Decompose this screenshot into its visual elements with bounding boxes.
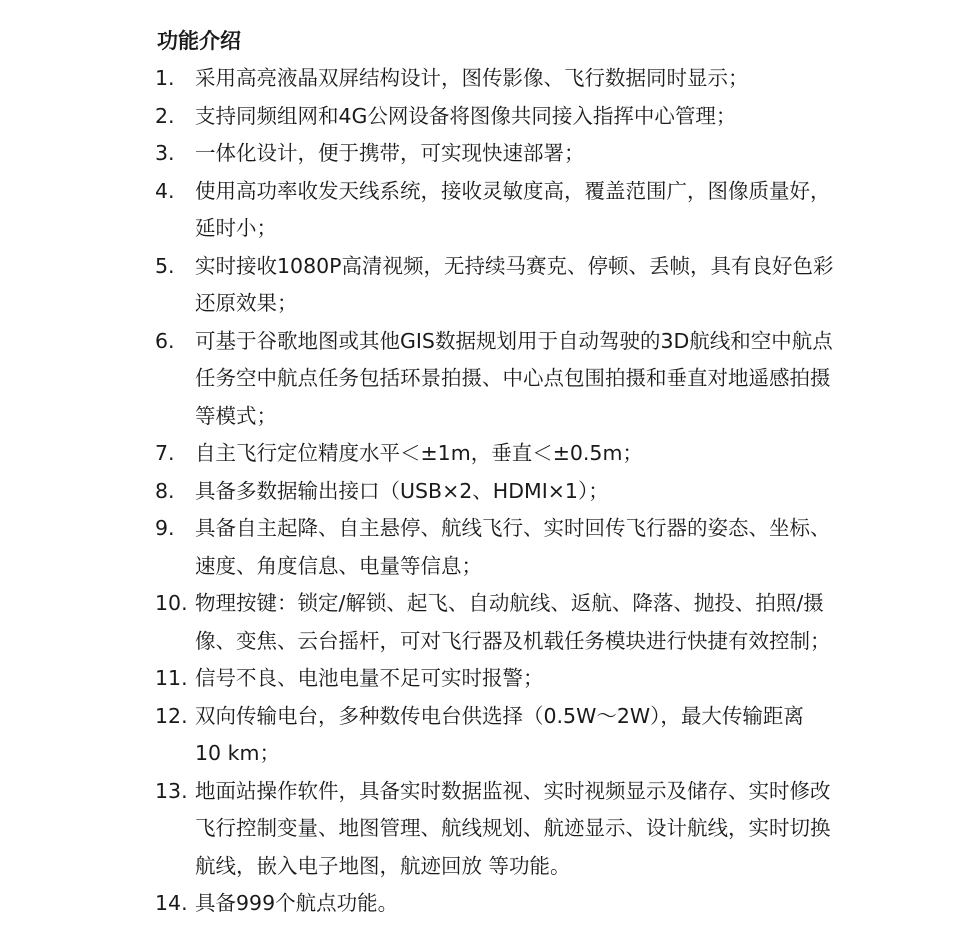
item-text-line: 物理按键：锁定/解锁、起飞、自动航线、返航、降落、抛投、拍照/摄 (195, 591, 824, 615)
item-number: 2. (155, 103, 175, 128)
feature-item (155, 660, 950, 698)
item-text-line: 实时接收1080P高清视频，无持续马赛克、停顿、丢帧，具有良好色彩 (195, 253, 834, 278)
feature-document (155, 22, 950, 923)
item-number: 6. (155, 328, 175, 353)
item-text-line: 一体化设计，便于携带，可实现快速部署； (195, 141, 585, 165)
feature-item (155, 60, 950, 98)
item-text-line: 延时小； (195, 216, 277, 240)
item-text-line: 具备自主起降、自主悬停、航线飞行、实时回传飞行器的姿态、坐标、 (195, 516, 831, 540)
item-text-line: 采用高亮液晶双屏结构设计，图传影像、飞行数据同时显示； (195, 66, 749, 90)
item-text-line: 使用高功率收发天线系统，接收灵敏度高，覆盖范围广，图像质量好， (195, 178, 831, 203)
item-text-line: 10 km； (195, 741, 280, 765)
feature-list (155, 60, 950, 923)
feature-item (155, 98, 950, 136)
item-text-line: 可基于谷歌地图或其他GIS数据规划用于自动驾驶的3D航线和空中航点 (195, 328, 833, 353)
section-title: 功能介绍 (157, 29, 241, 53)
item-text-line: 双向传输电台，多种数传电台供选择（0.5W～2W），最大传输距离 (195, 703, 804, 728)
feature-item (155, 435, 950, 473)
item-number: 13. (155, 778, 188, 803)
item-text-line: 支持同频组网和4G公网设备将图像共同接入指挥中心管理； (195, 103, 737, 128)
item-number: 9. (155, 516, 175, 540)
feature-item (155, 585, 950, 660)
feature-item (155, 135, 950, 173)
item-number: 12. (155, 703, 188, 728)
item-text-line: 航线，嵌入电子地图，航迹回放 等功能。 (195, 853, 571, 878)
feature-item (155, 248, 950, 323)
item-number: 8. (155, 478, 175, 503)
item-number: 4. (155, 178, 175, 203)
item-text-line: 速度、角度信息、电量等信息； (195, 553, 482, 578)
feature-item (155, 473, 950, 511)
item-number: 10. (155, 591, 188, 615)
item-text-line: 任务空中航点任务包括环景拍摄、中心点包围拍摄和垂直对地遥感拍摄 (195, 366, 831, 390)
item-text-line: 等模式； (195, 403, 277, 428)
feature-item (155, 510, 950, 585)
item-number: 11. (155, 666, 188, 690)
item-number: 3. (155, 141, 175, 165)
item-number: 5. (155, 253, 175, 278)
feature-item (155, 323, 950, 436)
feature-item (155, 173, 950, 248)
item-text-line: 地面站操作软件，具备实时数据监视、实时视频显示及储存、实时修改 (195, 778, 831, 803)
item-number: 1. (155, 66, 175, 90)
item-text-line: 飞行控制变量、地图管理、航线规划、航迹显示、设计航线，实时切换 (195, 816, 831, 840)
item-text-line: 像、变焦、云台摇杆，可对飞行器及机载任务模块进行快捷有效控制； (195, 628, 831, 653)
feature-item (155, 698, 950, 773)
item-text-line: 自主飞行定位精度水平＜±1m，垂直＜±0.5m； (195, 441, 643, 465)
item-text-line: 具备999个航点功能。 (195, 891, 399, 915)
feature-item (155, 773, 950, 886)
feature-item (155, 885, 950, 923)
item-number: 7. (155, 441, 175, 465)
item-number: 14. (155, 891, 188, 915)
item-text-line: 具备多数据输出接口（USB×2、HDMI×1）； (195, 478, 609, 503)
item-text-line: 还原效果； (195, 291, 298, 315)
item-text-line: 信号不良、电池电量不足可实时报警； (195, 666, 544, 690)
